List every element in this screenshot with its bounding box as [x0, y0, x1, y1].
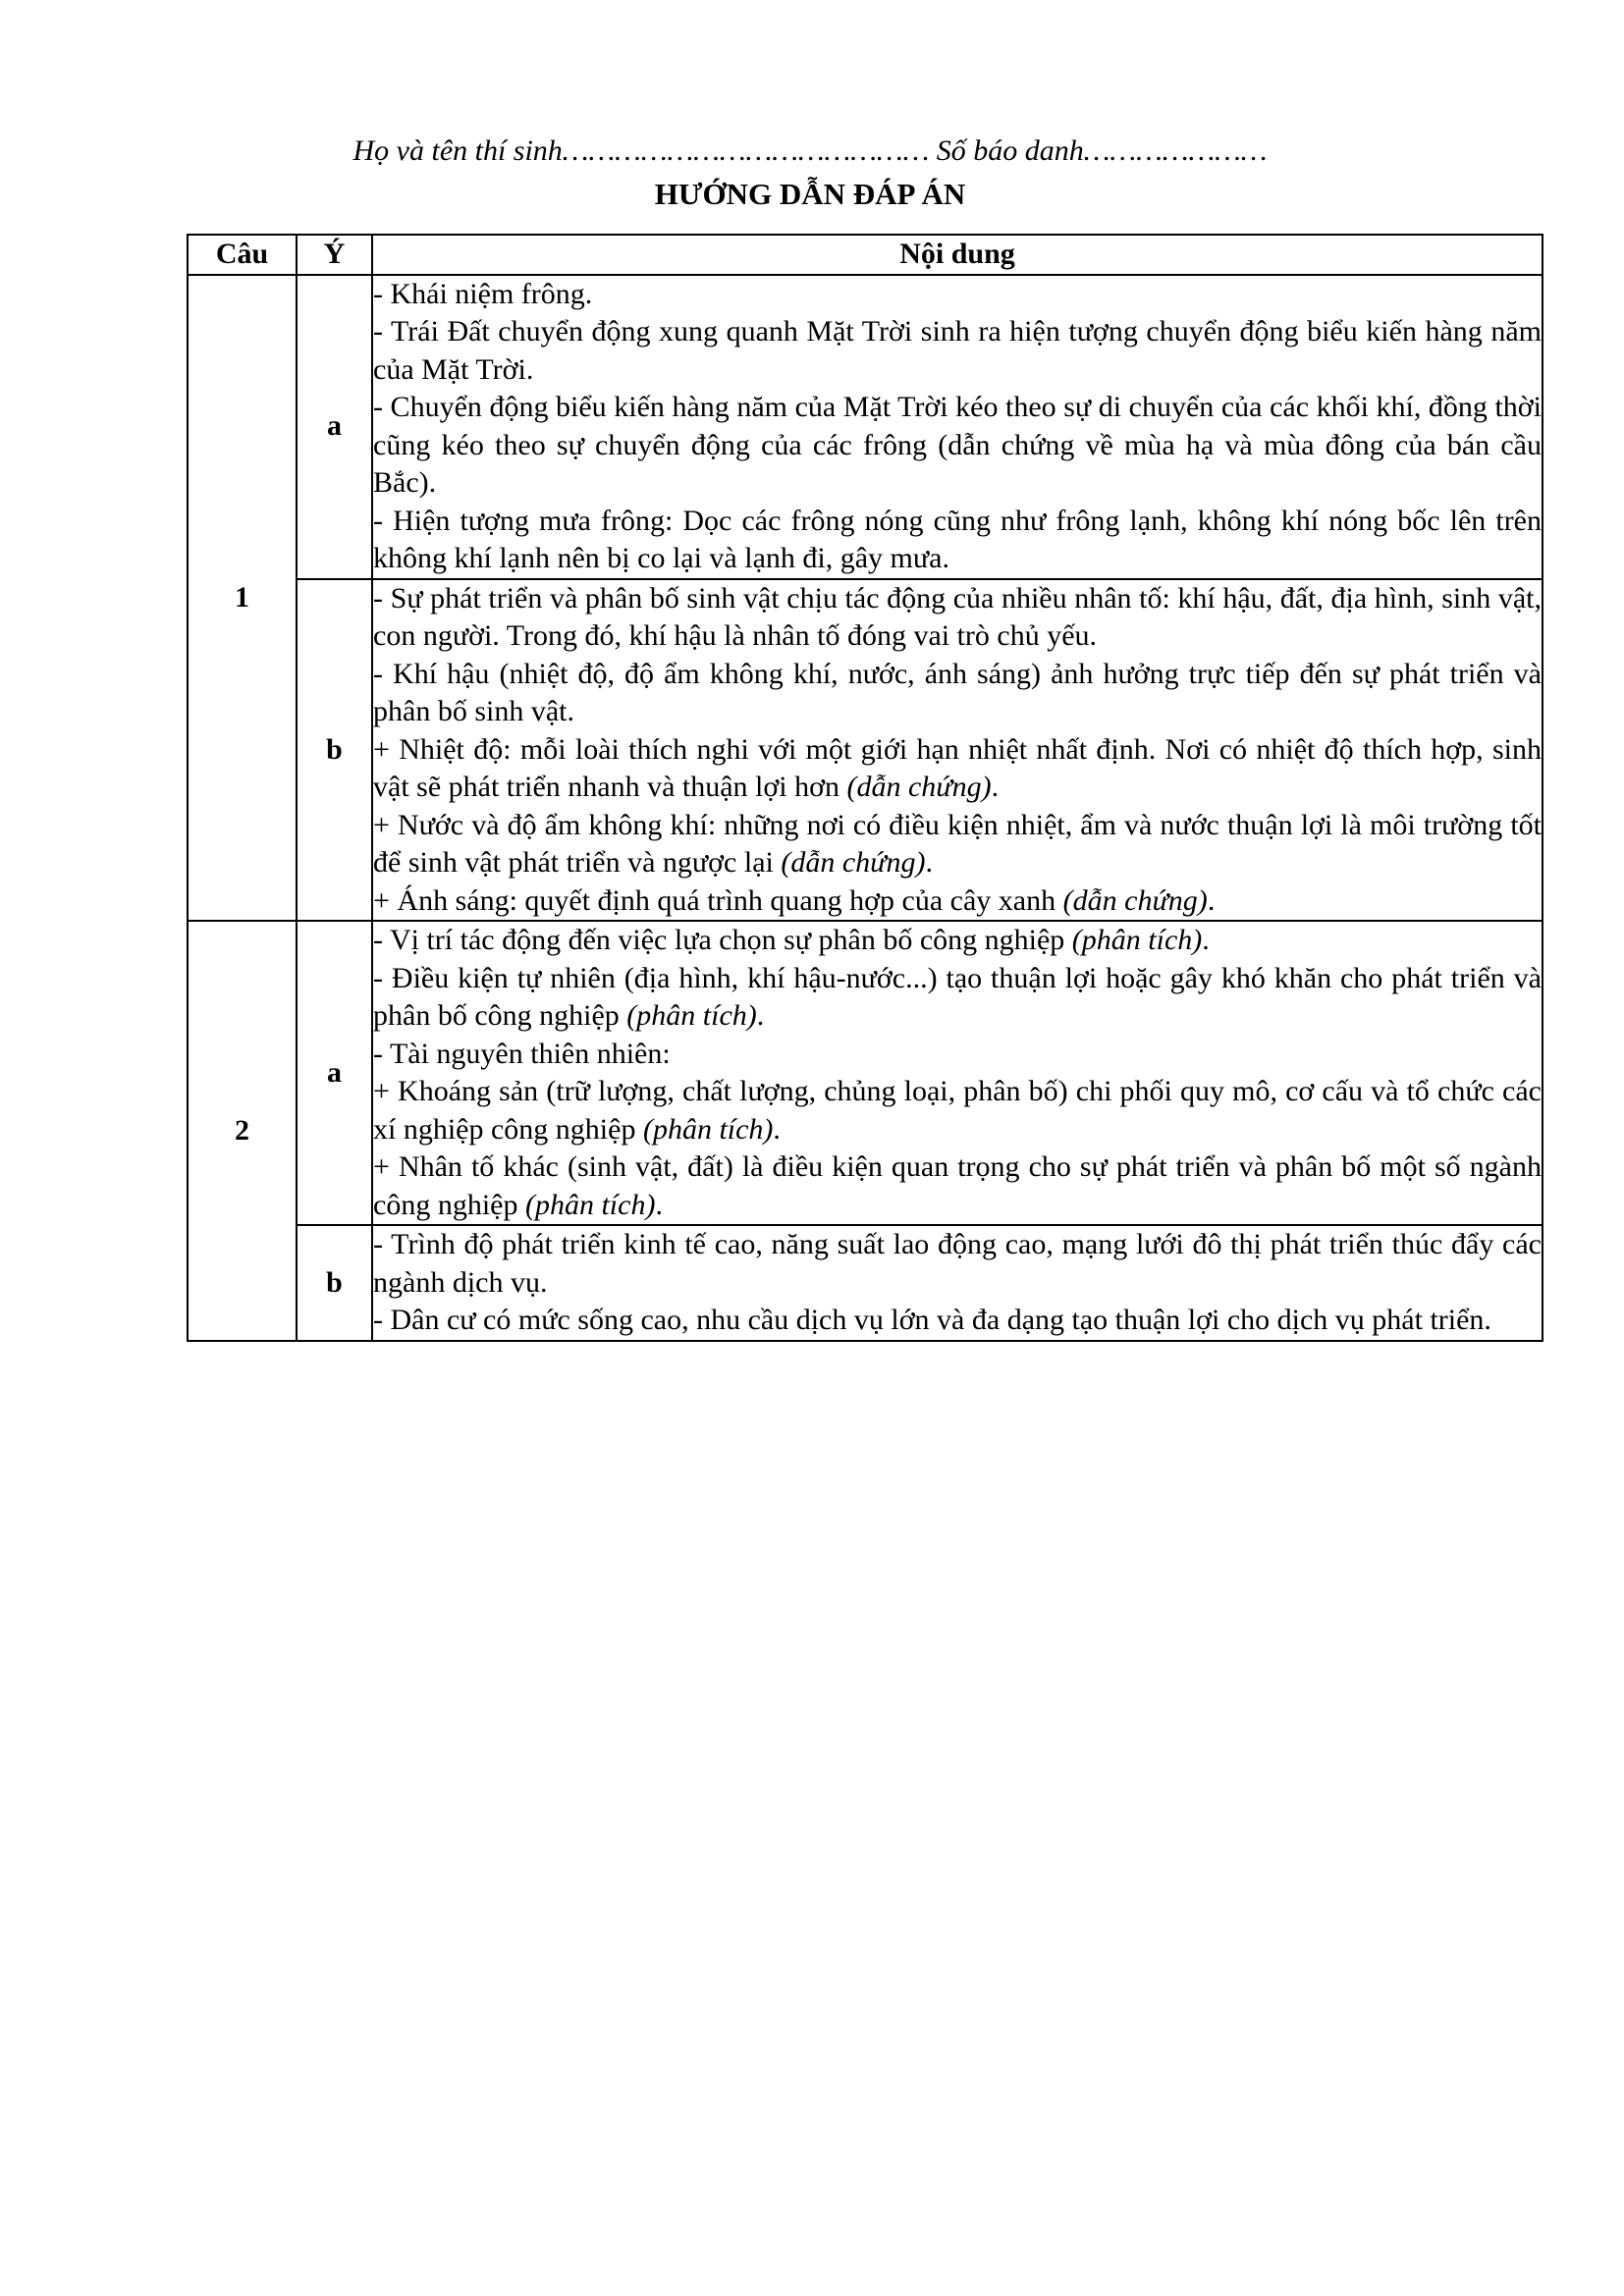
sub-item-label: a: [297, 275, 372, 579]
table-row: [188, 579, 1543, 922]
content-text: - Vị trí tác động đến việc lựa chọn sự phân bố công nghiệp: [373, 924, 1072, 956]
content-line: - Điều kiện tự nhiên (địa hình, khí hậu-nước...) tạo thuận lợi hoặc gây khó khăn cho phát triển và phân bố công nghiệp (phân tích).: [373, 961, 1542, 1032]
answer-content: [372, 1225, 1543, 1341]
content-text: - Điều kiện tự nhiên (địa hình, khí hậu-nước...) tạo thuận lợi hoặc gây khó khăn cho phát triển và phân bố công nghiệp: [373, 961, 1542, 1032]
content-line: - Trình độ phát triển kinh tế cao, năng suất lao động cao, mạng lưới đô thị phát triển thúc đẩy các ngành dịch vụ.: [373, 1228, 1542, 1299]
answer-content: [372, 275, 1543, 579]
content-text: + Ánh sáng: quyết định quá trình quang hợp của cây xanh: [373, 883, 1063, 917]
table-header-row: [188, 235, 1543, 275]
question-number: 1: [188, 275, 297, 922]
table-row: [188, 1225, 1543, 1341]
document-title: HƯỚNG DẪN ĐÁP ÁN: [654, 177, 966, 211]
content-line: - Khí hậu (nhiệt độ, độ ẩm không khí, nước, ánh sáng) ảnh hưởng trực tiếp đến sự phát triển và phân bố sinh vật.: [373, 657, 1542, 727]
content-text: + Nước và độ ẩm không khí: những nơi có điều kiện nhiệt, ẩm và nước thuận lợi là môi trường tốt để sinh vật phát triển và ngược lại: [373, 808, 1542, 879]
italic-note: (dẫn chứng): [781, 846, 926, 879]
content-line: + Khoáng sản (trữ lượng, chất lượng, chủng loại, phân bố) chi phối quy mô, cơ cấu và tổ chức các xí nghiệp công nghiệp (phân tích).: [373, 1075, 1542, 1146]
table-row: [188, 275, 1543, 579]
italic-note: (phân tích): [1071, 924, 1203, 956]
content-text: + Nhân tố khác (sinh vật, đất) là điều kiện quan trọng cho sự phát triển và phân bố một số ngành công nghiệp: [373, 1150, 1542, 1221]
italic-note: (phân tích): [642, 1112, 774, 1146]
answer-content: [372, 579, 1543, 922]
question-number: 2: [188, 921, 297, 1341]
content-line: - Dân cư có mức sống cao, nhu cầu dịch vụ lớn và đa dạng tạo thuận lợi cho dịch vụ phát triển.: [373, 1304, 1491, 1336]
column-header-y: Ý: [297, 235, 372, 275]
content-line: - Hiện tượng mưa frông: Dọc các frông nóng cũng như frông lạnh, không khí nóng bốc lên trên không khí lạnh nên bị co lại và lạnh đi, gây mưa.: [373, 504, 1542, 574]
candidate-info-line: Họ và tên thí sinh…………………………………… Số báo danh…………………: [352, 134, 1268, 167]
content-line: + Nước và độ ẩm không khí: những nơi có điều kiện nhiệt, ẩm và nước thuận lợi là môi trường tốt để sinh vật phát triển và ngược lại (dẫn chứng).: [373, 808, 1542, 879]
content-text: + Khoáng sản (trữ lượng, chất lượng, chủng loại, phân bố) chi phối quy mô, cơ cấu và tổ chức các xí nghiệp công nghiệp: [373, 1075, 1542, 1146]
italic-note: (dẫn chứng): [1062, 883, 1208, 917]
content-line: - Khái niệm frông.: [373, 277, 593, 310]
content-line: - Tài nguyên thiên nhiên:: [373, 1037, 671, 1070]
content-line: + Ánh sáng: quyết định quá trình quang hợp của cây xanh (dẫn chứng).: [373, 883, 1216, 917]
column-header-noi-dung: Nội dung: [372, 235, 1543, 275]
column-header-cau: Câu: [188, 235, 297, 275]
content-line: - Vị trí tác động đến việc lựa chọn sự phân bố công nghiệp (phân tích).: [373, 924, 1210, 956]
answer-content: [372, 921, 1543, 1225]
content-line: + Nhiệt độ: mỗi loài thích nghi với một giới hạn nhiệt nhất định. Nơi có nhiệt độ thích hợp, sinh vật sẽ phát triển nhanh và thuận lợi hơn (dẫn chứng).: [373, 732, 1542, 803]
content-line: - Trái Đất chuyển động xung quanh Mặt Trời sinh ra hiện tượng chuyển động biểu kiến hàng năm của Mặt Trời.: [373, 315, 1542, 386]
sub-item-label: b: [297, 1225, 372, 1341]
italic-note: (dẫn chứng): [846, 771, 992, 803]
content-text: + Nhiệt độ: mỗi loài thích nghi với một giới hạn nhiệt nhất định. Nơi có nhiệt độ thích hợp, sinh vật sẽ phát triển nhanh và thuận lợi hơn: [373, 732, 1542, 803]
italic-note: (phân tích): [626, 999, 757, 1032]
content-line: - Sự phát triển và phân bố sinh vật chịu tác động của nhiều nhân tố: khí hậu, đất, địa hình, sinh vật, con người. Trong đó, khí hậu là nhân tố đóng vai trò chủ yếu.: [373, 581, 1542, 652]
sub-item-label: b: [297, 579, 372, 922]
sub-item-label: a: [297, 921, 372, 1225]
answer-table: [187, 234, 1543, 1342]
table-row: [188, 921, 1543, 1225]
content-line: - Chuyển động biểu kiến hàng năm của Mặt Trời kéo theo sự di chuyển của các khối khí, đồng thời cũng kéo theo sự chuyển động của các frông (dẫn chứng về mùa hạ và mùa đông của bán cầu Bắc).: [373, 391, 1542, 499]
content-line: + Nhân tố khác (sinh vật, đất) là điều kiện quan trọng cho sự phát triển và phân bố một số ngành công nghiệp (phân tích).: [373, 1150, 1542, 1221]
italic-note: (phân tích): [524, 1188, 656, 1221]
